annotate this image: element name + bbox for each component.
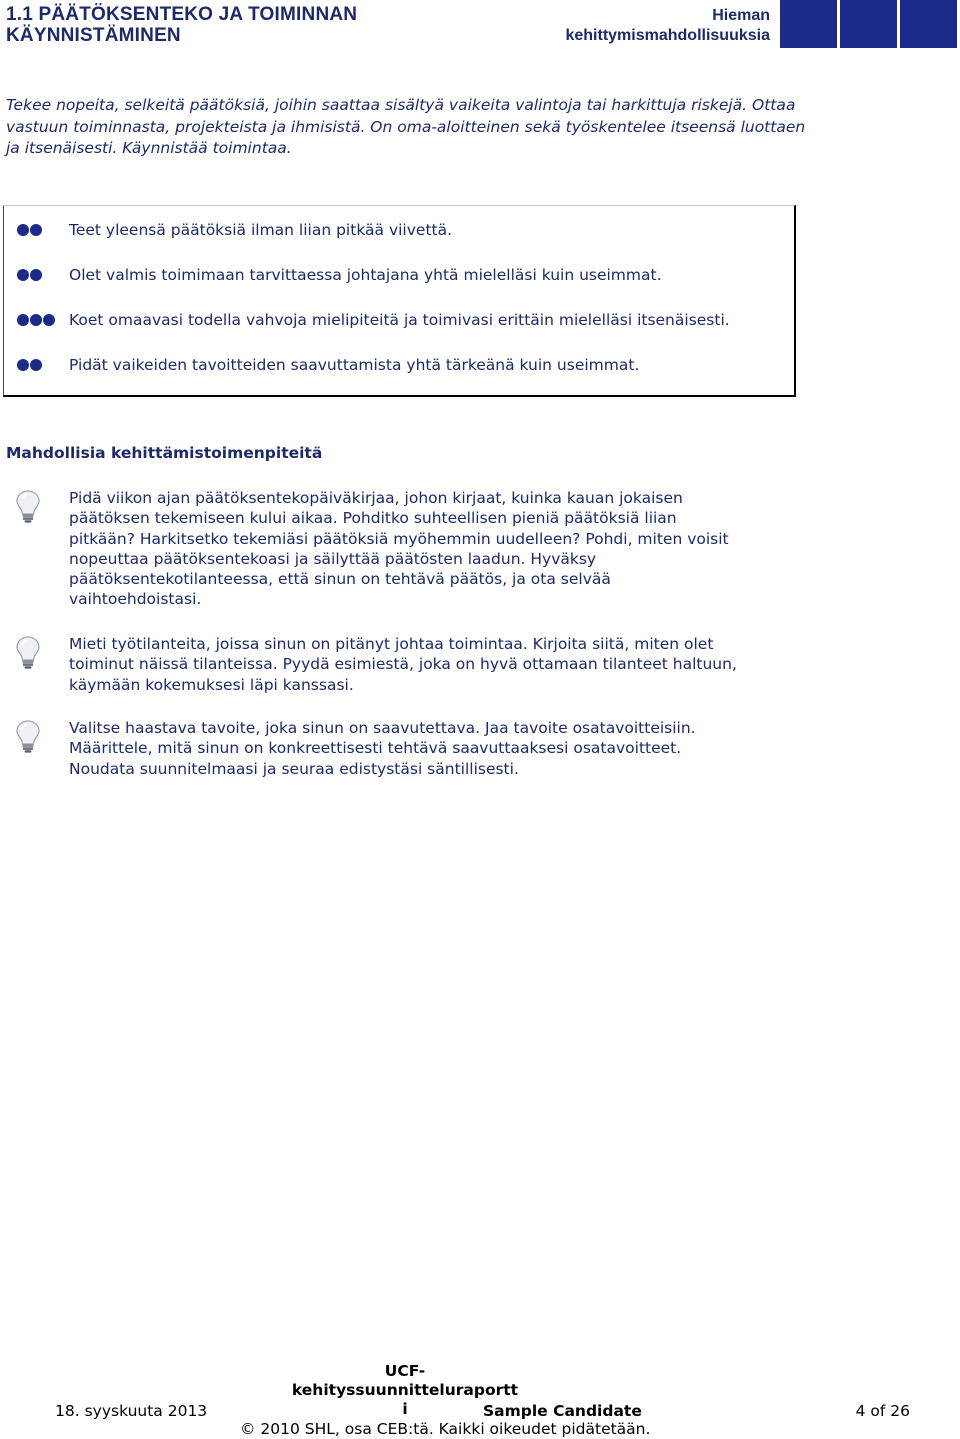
action-line: päätöksentekotilanteessa, että sinun on tehtävä päätös, ja ota selvää bbox=[69, 570, 611, 589]
rating-dot bbox=[30, 224, 42, 236]
footer-report-line: kehityssuunnitteluraportt bbox=[291, 1381, 519, 1399]
rating-dot bbox=[30, 359, 42, 371]
footer-date: 18. syyskuuta 2013 bbox=[55, 1402, 208, 1420]
footer-report-line: UCF- bbox=[384, 1362, 426, 1380]
section-heading: Mahdollisia kehittämistoimenpiteitä bbox=[6, 444, 323, 462]
rating-dots bbox=[17, 269, 42, 281]
action-line: käymään kokemuksesi läpi kanssasi. bbox=[69, 675, 354, 694]
action-line: Noudata suunnitelmaasi ja seuraa edistystäsi säntillisesti. bbox=[69, 759, 519, 778]
lightbulb-icon bbox=[14, 488, 42, 524]
rating-dot bbox=[17, 224, 29, 236]
rating-dots bbox=[17, 224, 42, 236]
rating-dots bbox=[17, 314, 55, 326]
scale-square-filled bbox=[900, 0, 957, 48]
action-line: nopeuttaa päätöksentekoasi ja säilyttää päätösten laadun. Hyväksy bbox=[69, 549, 597, 568]
action-line: vaihtoehdoistasi. bbox=[69, 590, 202, 609]
feedback-statements-box bbox=[3, 205, 796, 397]
level-label bbox=[565, 6, 770, 46]
rating-dots bbox=[17, 359, 42, 371]
action-line: Mieti työtilanteita, joissa sinun on pitänyt johtaa toimintaa. Kirjoita siitä, miten olet bbox=[69, 635, 714, 653]
level-label-line-2: kehittymismahdollisuuksia bbox=[565, 27, 770, 44]
action-line: Pidä viikon ajan päätöksentekopäiväkirjaa, johon kirjaat, kuinka kauan jokaisen bbox=[69, 489, 683, 507]
action-text bbox=[69, 488, 809, 610]
rating-dot bbox=[30, 314, 42, 326]
statement-text: Pidät vaikeiden tavoitteiden saavuttamista yhtä tärkeänä kuin useimmat. bbox=[69, 356, 640, 374]
description-line: Tekee nopeita, selkeitä päätöksiä, joihin saattaa sisältyä vaikeita valintoja tai harkittuja riskejä. Ottaa bbox=[6, 96, 796, 114]
rating-dot bbox=[17, 269, 29, 281]
lightbulb-icon bbox=[14, 634, 42, 670]
rating-dot bbox=[43, 314, 55, 326]
action-line: Valitse haastava tavoite, joka sinun on saavutettava. Jaa tavoite osatavoitteisiin. bbox=[69, 719, 696, 737]
rating-scale bbox=[780, 0, 960, 48]
footer-report-line: i bbox=[402, 1400, 408, 1418]
level-label-line-1: Hieman bbox=[712, 7, 770, 24]
footer-candidate: Sample Candidate bbox=[483, 1402, 642, 1420]
description-line: vastuun toiminnasta, projekteista ja ihmisistä. On oma-aloitteinen sekä työskentelee itseensä luottaen bbox=[6, 117, 806, 136]
action-line: toiminut näissä tilanteissa. Pyydä esimiestä, joka on hyvä ottamaan tilanteet haltuun, bbox=[69, 655, 737, 674]
statement-text: Olet valmis toimimaan tarvittaessa johtajana yhtä mielelläsi kuin useimmat. bbox=[69, 266, 662, 284]
rating-dot bbox=[17, 359, 29, 371]
rating-dot bbox=[17, 314, 29, 326]
page-title-line-1: 1.1 PÄÄTÖKSENTEKO JA TOIMINNAN bbox=[6, 4, 358, 25]
scale-square-filled bbox=[780, 0, 837, 48]
lightbulb-icon bbox=[14, 718, 42, 754]
footer-copyright: © 2010 SHL, osa CEB:tä. Kaikki oikeudet pidätetään. bbox=[240, 1420, 651, 1438]
action-line: pitkään? Harkitsetko tekemiäsi päätöksiä myöhemmin uudelleen? Pohdi, miten voisit bbox=[69, 529, 729, 548]
rating-dot bbox=[30, 269, 42, 281]
page-title-line-2: KÄYNNISTÄMINEN bbox=[6, 25, 181, 46]
statement-text: Koet omaavasi todella vahvoja mielipiteitä ja toimivasi erittäin mielelläsi itsenäisesti. bbox=[69, 311, 730, 329]
scale-square-filled bbox=[840, 0, 897, 48]
action-text bbox=[69, 634, 809, 695]
action-line: Määrittele, mitä sinun on konkreettisesti tehtävä saavuttaaksesi osatavoitteet. bbox=[69, 739, 682, 758]
statement-text: Teet yleensä päätöksiä ilman liian pitkää viivettä. bbox=[69, 221, 453, 239]
description-line: ja itsenäisesti. Käynnistää toimintaa. bbox=[6, 139, 292, 157]
footer-page-number: 4 of 26 bbox=[855, 1402, 910, 1420]
page-footer bbox=[0, 1360, 960, 1439]
competency-description bbox=[6, 95, 886, 160]
action-text bbox=[69, 718, 809, 779]
page-title bbox=[6, 4, 357, 46]
action-line: päätöksen tekemiseen kului aikaa. Pohditko suhteellisen pieniä päätöksiä liian bbox=[69, 509, 677, 528]
